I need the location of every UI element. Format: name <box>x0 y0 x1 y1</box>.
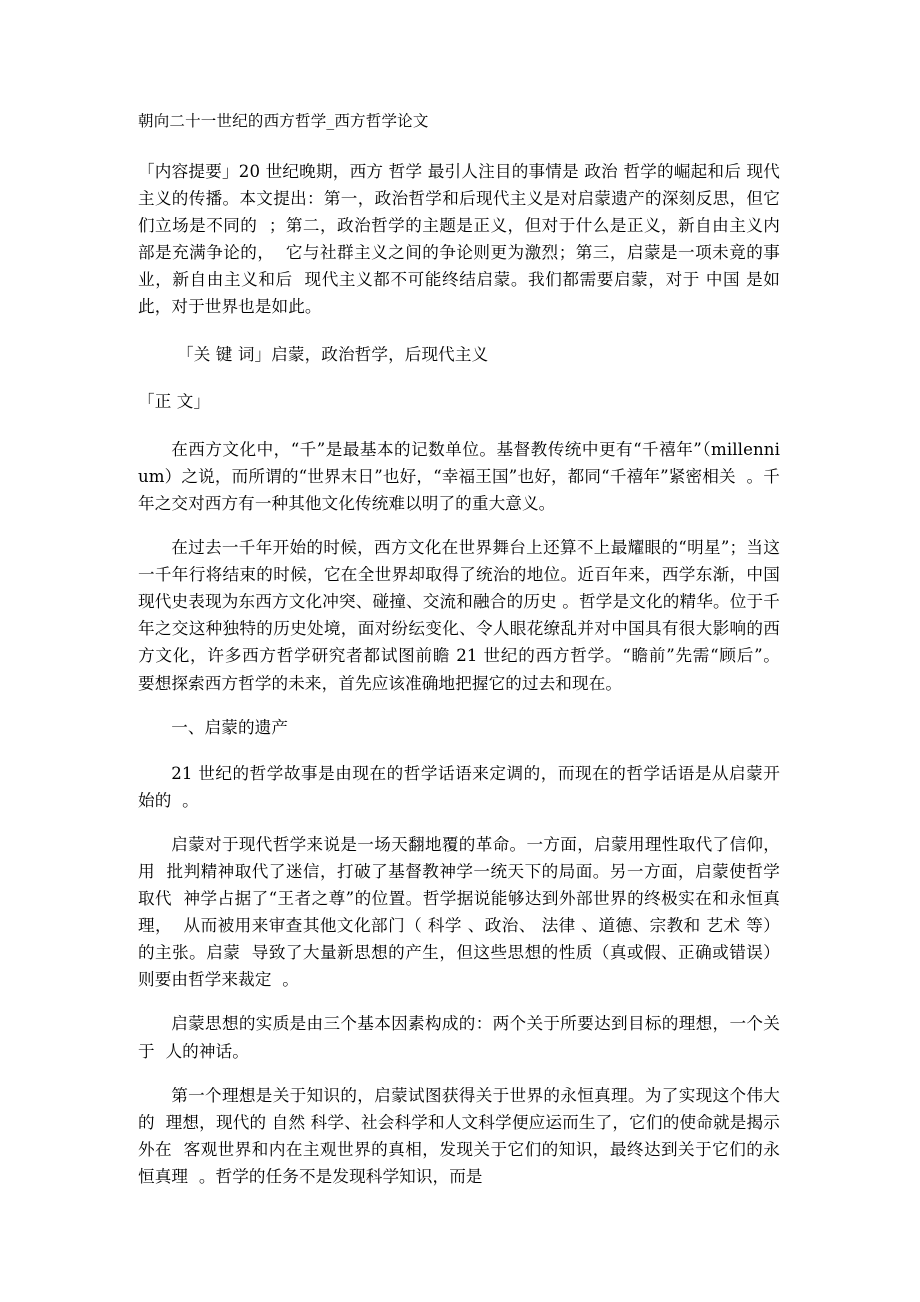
body-paragraph: 在过去一千年开始的时候，西方文化在世界舞台上还算不上最耀眼的“明星”；当这 一千年行将结束的时候，它在全世界却取得了统治的地位。近百年来，西学东渐，中国 现代史表现为东西方文化冲突、碰撞、交流和融合的历史 。哲学是文化的精华。位于千 年之交这种独特的历史处境，面对纷纭变化、令人眼花缭乱并对中国具有很大影响的西 方文化，许多西方哲学研究者都试图前瞻 21 世纪的西方哲学。“瞻前”先需“顾后”。 要想探索西方哲学的未来，首先应该准确地把握它的过去和现在。 <box>138 538 791 693</box>
keywords-line: 「关 键 词」启蒙，政治哲学，后现代主义 <box>177 344 489 364</box>
body-paragraph: 21 世纪的哲学故事是由现在的哲学话语来定调的，而现在的哲学话语是从启蒙开始的 。 <box>138 763 780 810</box>
page-title: 朝向二十一世纪的西方哲学_西方哲学论文 <box>138 112 429 130</box>
abstract-paragraph: 「内容提要」20 世纪晚期，西方 哲学 最引人注目的事情是 政治 哲学的崛起和后 现代 主义的传播。本文提出：第一，政治哲学和后现代主义是对启蒙遗产的深刻反思，但它们立场是不同的 ；第二，政治哲学的主题是正义，但对于什么是正义，新自由主义内部是充满争论的， 它与社群主义之间的争论则更为激烈；第三，启蒙是一项未竟的事业，新自由主义和后 现代主义都不可能终结启蒙。我们都需要启蒙，对于 中国 是如此，对于世界也是如此。 <box>138 162 786 317</box>
body-paragraph: 第一个理想是关于知识的，启蒙试图获得关于世界的永恒真理。为了实现这个伟大的 理想，现代的 自然 科学、社会科学和人文科学便应运而生了，它们的使命就是揭示外在 客观世界和内在主观世界的真相，发现关于它们的知识，最终达到关于它们的永恒真理 。哲学的任务不是发现科学知识，而是 <box>138 1085 780 1186</box>
body-paragraph: 启蒙思想的实质是由三个基本因素构成的：两个关于所要达到目标的理想，一个关于 人的神话。 <box>138 1014 780 1061</box>
section-heading: 一、启蒙的遗产 <box>171 717 289 737</box>
body-paragraph: 在西方文化中，“千”是最基本的记数单位。基督教传统中更有“千禧年”（millenni um）之说，而所谓的“世界末日”也好，“幸福王国”也好，都同“千禧年”紧密相关 。千年之交对西方有一种其他文化传统难以明了的重大意义。 <box>138 439 786 513</box>
body-paragraph: 启蒙对于现代哲学来说是一场天翻地覆的革命。一方面，启蒙用理性取代了信仰，用 批判精神取代了迷信，打破了基督教神学一统天下的局面。另一方面，启蒙使哲学取代 神学占据了“王者之尊”的位置。哲学据说能够达到外部世界的终极实在和永恒真理， 从而被用来审查其他文化部门（ 科学 、政治、 法律 、道德、宗教和 艺术 等）的主张。启蒙 导致了大量新思想的产生，但这些思想的性质（真或假、正确或错误）则要由哲学来裁定 。 <box>138 834 780 990</box>
body-text-marker: 「正 文」 <box>138 391 211 411</box>
